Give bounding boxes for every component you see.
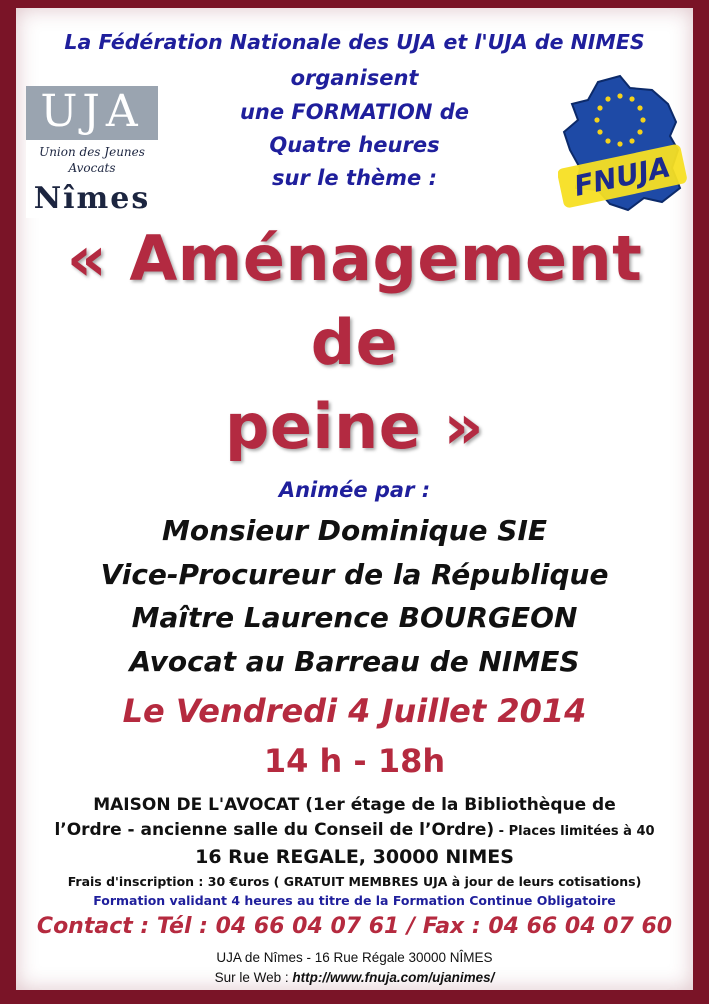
uja-logo-tagline-1: Union des Jeunes	[39, 145, 145, 159]
contact-address: UJA de Nîmes - 16 Rue Régale 30000 NÎMES	[216, 950, 493, 965]
fnuja-logo	[558, 70, 688, 220]
registration-fees: Frais d'inscription : 30 €uros ( GRATUIT MEMBRES UJA à jour de leurs cotisations)	[67, 874, 642, 889]
header-line-3: une FORMATION de	[239, 100, 470, 124]
contact-line: Contact : Tél : 04 66 04 07 61 / Fax : 04 66 04 07 60	[36, 914, 673, 939]
speaker-1-name: Monsieur Dominique SIE	[162, 514, 547, 547]
uja-logo-city: Nîmes	[26, 180, 158, 218]
venue-line-2	[0, 820, 709, 840]
event-date: Le Vendredi 4 Juillet 2014	[122, 692, 587, 730]
uja-logo-tagline	[26, 140, 158, 180]
header-line-4: Quatre heures	[269, 133, 440, 157]
venue-line-1: MAISON DE L'AVOCAT (1er étage de la Bibliothèque de	[93, 795, 616, 815]
uja-logo-tagline-2: Avocats	[68, 161, 116, 175]
uja-nimes-logo	[26, 86, 158, 218]
contact-web	[0, 970, 709, 985]
header-line-5: sur le thème :	[272, 166, 437, 190]
venue-address: 16 Rue REGALE, 30000 NIMES	[195, 846, 514, 868]
uja-logo-letters: UJA	[40, 86, 144, 137]
title-line-3: peine »	[224, 390, 484, 463]
header-line-1: La Fédération Nationale des UJA et l'UJA de NIMES	[64, 30, 645, 54]
web-label: Sur le Web :	[214, 970, 289, 985]
title-line-2: de	[310, 306, 399, 379]
speaker-2-role: Avocat au Barreau de NIMES	[129, 645, 580, 678]
speaker-2-name: Maître Laurence BOURGEON	[131, 601, 578, 634]
fnuja-logo-text: FNUJA	[571, 150, 674, 203]
venue-room: l’Ordre - ancienne salle du Conseil de l’Ordre)	[54, 820, 495, 840]
event-time: 14 h - 18h	[263, 742, 446, 780]
training-validation: Formation validant 4 heures au titre de la Formation Continue Obligatoire	[93, 893, 616, 908]
header-line-2: organisent	[290, 66, 419, 90]
speaker-1-role: Vice-Procureur de la République	[100, 558, 609, 591]
web-link[interactable]: http://www.fnuja.com/ujanimes/	[292, 970, 495, 985]
venue-seats: - Places limitées à 40	[494, 824, 655, 839]
france-map-icon	[558, 70, 688, 220]
speakers-intro: Animée par :	[278, 478, 431, 502]
title-line-1: « Aménagement	[66, 222, 643, 295]
